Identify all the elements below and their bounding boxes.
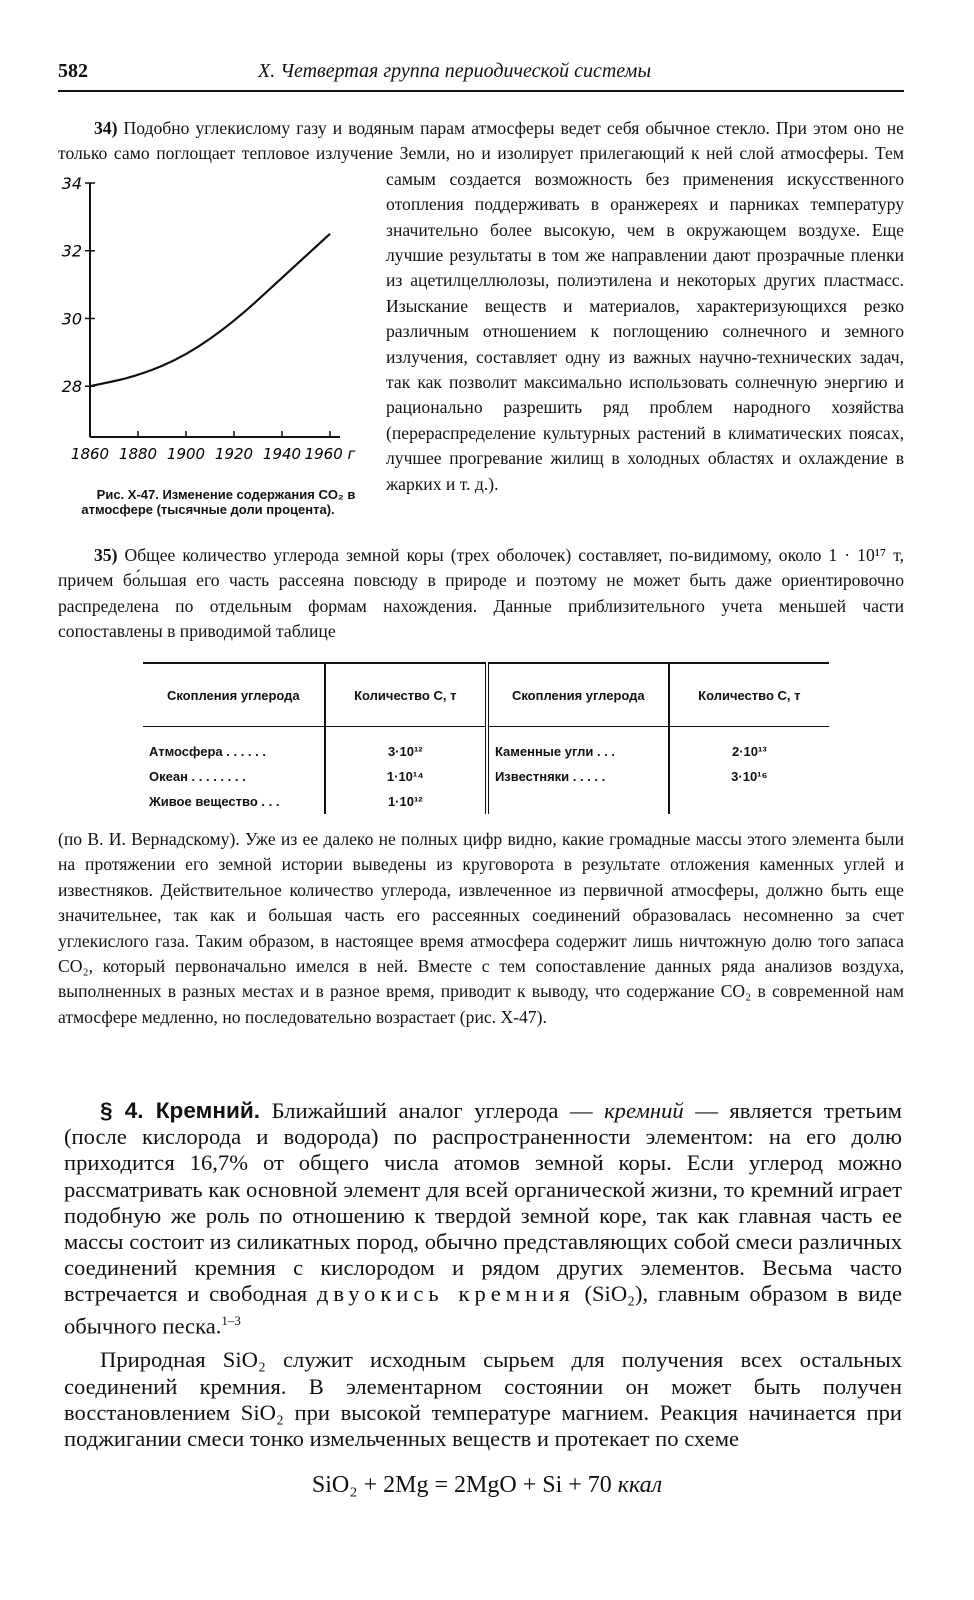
section-heading: § 4. Кремний. xyxy=(100,1098,261,1123)
footnote-35-label: 35) xyxy=(94,545,118,565)
table-row xyxy=(143,727,829,765)
x-tick-label: 1880 xyxy=(118,444,158,463)
table-header-row xyxy=(143,663,829,727)
x-tick-label: 1920 xyxy=(214,444,254,463)
reference-marks: 1–3 xyxy=(221,1312,241,1328)
footnote-35-text: Общее количество углерода земной коры (трех оболочек) составляет, по-видимому, около 1 · 10¹⁷ т, причем бо́льшая его часть рассеяна повсюду в природе и поэтому не может быть даже ориентировочно распределена по отдельным формам нахождения. Данные приблизительного учета меньшей части сопоставлены в приводимой таблице xyxy=(58,545,904,642)
co2-series-line xyxy=(90,234,330,386)
footnote-35 xyxy=(58,543,904,645)
carbon-table xyxy=(143,662,829,814)
y-tick-label: 32 xyxy=(61,241,82,261)
y-tick-label: 30 xyxy=(61,309,82,329)
table-header-cell: Скопления углерода xyxy=(487,663,669,727)
footnote-35-continued xyxy=(58,827,904,1030)
section-4-paragraph-1 xyxy=(64,1098,902,1339)
table-cell: 2·10¹³ xyxy=(731,744,767,759)
footnote-34-text-start: Подобно углекислому газу и водяным парам атмосферы ведет себя обычное стекло. При этом оно не только само поглощает тепловое излучение Земли, но и изолирует прилегающий к ней слой атмосферы. Тем самым создается возможность без xyxy=(58,118,904,189)
footnote-34 xyxy=(58,116,904,529)
table-cell: 1·10¹² xyxy=(325,789,487,814)
section-4-paragraph-2: Природная SiO₂ служит исходным сырьем для получения всех остальных соединений кремния. В элементарном состоянии он может быть получен восстановлением SiO₂ при высокой температуре магнием. Реакция начинается при поджигании смеси тонко измельченных веществ и протекает по схеме xyxy=(64,1347,902,1451)
table-header-cell: Количество С, т xyxy=(669,663,829,727)
table-cell: Известняки . . . . . xyxy=(487,764,669,789)
section-4-text-a: Ближайший аналог углерода — xyxy=(271,1098,593,1123)
section-4-text-c: (SiO₂), главным образом в виде обычного песка. xyxy=(64,1281,902,1339)
page-number: 582 xyxy=(58,60,88,82)
page-header xyxy=(58,60,904,92)
table-cell: Живое вещество . . . xyxy=(143,789,325,814)
equation-unit: ккал xyxy=(617,1472,663,1498)
running-title: X. Четвертая группа периодической системы xyxy=(258,60,651,82)
table-cell: Каменные угли . . . xyxy=(487,727,669,765)
footnote-35-paragraph xyxy=(58,543,904,645)
footnote-34-text-rest: применения искусственного отопления поддерживать в оранжереях и парниках температуру значительно более высокую, чем в окружающем воздухе. Еще лучшие результаты в том же направлении дают прозрачные пленки из ацетилцеллюлозы, полиэтилена и некоторых других пластмасс. Изыскание веществ и материалов, характеризующихся резко различным отношением к поглощению солнечного и земного излучения, составляет одну из важных научно-технических задач, так как позволит максимально использовать солнечную энергию и рационально разрешить ряд проблем народного хозяйства (перераспределение культурных растений в климатических поясах, лучшее прогревание жилищ в холодных областях и охлаждение в жарких и т. д.). xyxy=(386,168,904,494)
table-cell: 3·10¹⁶ xyxy=(731,769,768,784)
term-silicon: кремний xyxy=(604,1098,684,1123)
x-tick-label: 1960 г xyxy=(304,444,356,463)
equation-formula: SiO₂ + 2Mg = 2MgO + Si + 70 xyxy=(311,1472,612,1498)
figure-x47 xyxy=(58,167,376,525)
footnote-35-continued-text: (по В. И. Вернадскому). Уже из ее далеко не полных цифр видно, какие громадные массы этого элемента были на протяжении его земной истории выведены из круговорота в результате отложения каменных углей и известняков. Действительное количество углерода, извлеченное из первичной атмосферы, должно быть еще значительнее, так как и большая часть его рассеянных соединений образовалась несомненно за счет углекислого газа. Таким образом, в настоящее время атмосфера содержит лишь ничтожную долю того запаса CO₂, который первоначально имелся в ней. Вместе с тем сопоставление данных ряда анализов воздуха, выполненных в разных местах и в разное время, приводит к выводу, что содержание CO₂ в современной нам атмосфере медленно, но последовательно возрастает (рис. X-47). xyxy=(58,829,904,1027)
table-header-cell: Скопления углерода xyxy=(143,663,325,727)
figure-caption: Рис. X-47. Изменение содержания CO₂ в атмосфере (тысячные доли процента). xyxy=(81,486,356,517)
table-row xyxy=(143,789,829,814)
x-tick-label: 1940 xyxy=(262,444,302,463)
term-silicon-dioxide: двуокись кремния xyxy=(316,1281,575,1307)
y-tick-label: 28 xyxy=(61,377,82,397)
table-cell xyxy=(487,789,669,814)
x-tick-label: 1860 xyxy=(70,444,110,463)
table-cell: 3·10¹² xyxy=(325,727,487,765)
y-tick-label: 34 xyxy=(61,174,82,193)
footnote-34-paragraph xyxy=(58,116,904,517)
co2-chart xyxy=(58,175,358,475)
table-cell xyxy=(669,789,829,814)
table-header-cell: Количество С, т xyxy=(325,663,487,727)
table-cell: Атмосфера . . . . . . xyxy=(143,727,325,765)
x-tick-label: 1900 xyxy=(166,444,206,463)
section-4-text-b: — является третьим (после кислорода и водорода) по распространенности элементом: на его долю приходится 16,7% от общего числа атомов земной коры. Если углерод можно рассматривать как основной элемент для всей органической жизни, то кремний играет подобную же роль по отношению к твердой земной коре, так как главная часть ее массы состоит из силикатных пород, обычно представляющих собой смеси различных соединений кремния с кислородом и рядом других элементов. Весьма часто встречается и свободная xyxy=(64,1098,902,1307)
table-cell: Океан . . . . . . . . xyxy=(143,764,325,789)
footnote-34-label: 34) xyxy=(94,118,118,138)
table-row xyxy=(143,764,829,789)
section-4 xyxy=(64,1098,902,1452)
table-cell: 1·10¹⁴ xyxy=(325,764,487,789)
reaction-equation xyxy=(0,1472,974,1499)
